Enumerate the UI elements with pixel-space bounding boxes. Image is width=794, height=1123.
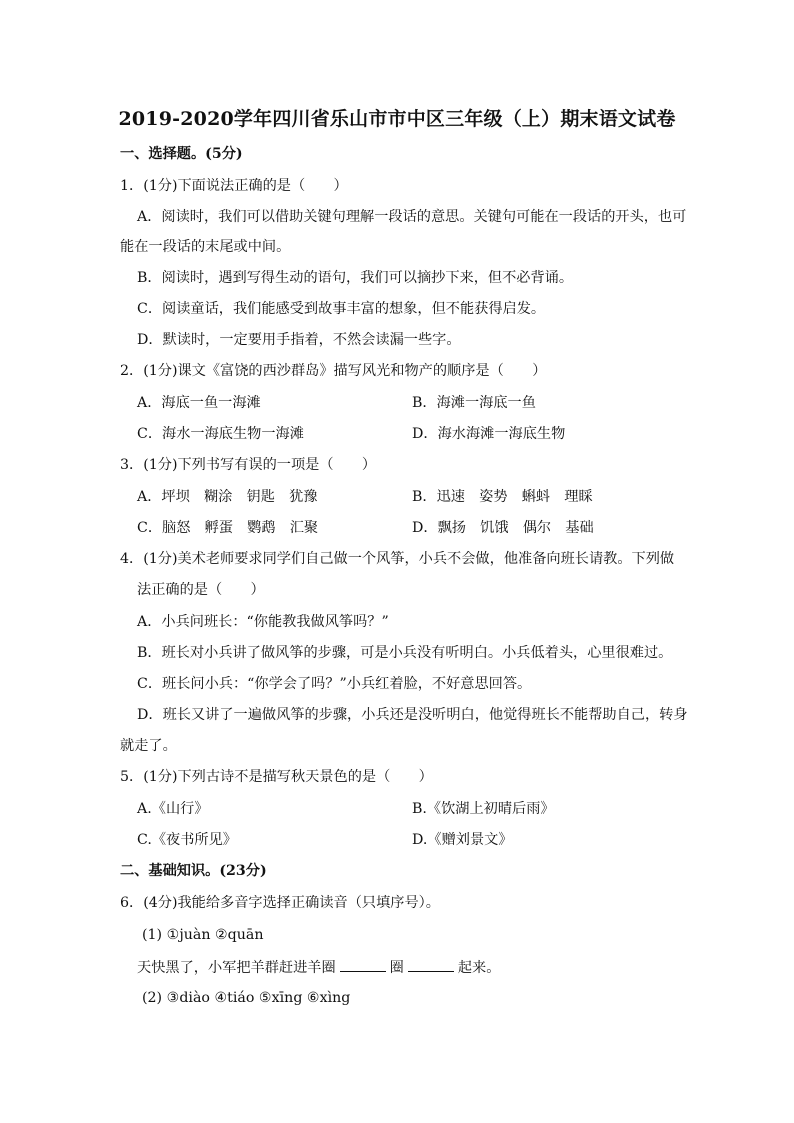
q1-stem: 1．(1分)下面说法正确的是（ ）: [120, 178, 348, 194]
q2-option-a: A．海底一鱼一海滩: [137, 395, 261, 411]
q5-option-b: B.《饮湖上初晴后雨》: [412, 801, 555, 817]
answer-blank-2[interactable]: [408, 958, 454, 972]
q1-option-b: B．阅读时，遇到写得生动的语句，我们可以摘抄下来，但不必背诵。: [137, 270, 574, 286]
q2-stem: 2．(1分)课文《富饶的西沙群岛》描写风光和物产的顺序是（ ）: [120, 363, 547, 379]
q4-option-d-line2: 就走了。: [120, 738, 177, 754]
section-heading-choice: 一、选择题。(5分): [120, 146, 243, 162]
q4-option-a: A．小兵问班长：“你能教我做风筝吗？”: [137, 614, 389, 630]
q6-part1-sentence-a: 天快黑了，小军把羊群赶进羊圈: [137, 960, 336, 976]
q3-option-a: A．坪坝 糊涂 钥匙 犹豫: [137, 489, 318, 505]
answer-blank-1[interactable]: [340, 958, 386, 972]
q2-option-b: B．海滩一海底一鱼: [412, 395, 536, 411]
q1-option-a-line1: A．阅读时，我们可以借助关键句理解一段话的意思。关键句可能在一段话的开头，也可: [137, 209, 687, 225]
q1-option-d: D．默读时，一定要用手指着，不然会读漏一些字。: [137, 332, 461, 348]
q3-stem: 3．(1分)下列书写有误的一项是（ ）: [120, 457, 377, 473]
q2-option-c: C．海水一海底生物一海滩: [137, 426, 304, 442]
q4-stem-line2: 法正确的是（ ）: [137, 582, 265, 598]
q3-option-d: D．飘扬 饥饿 偶尔 基础: [412, 520, 594, 536]
q3-option-b: B．迅速 姿势 蝌蚪 理睬: [412, 489, 593, 505]
q5-option-d: D.《赠刘景文》: [412, 832, 513, 848]
q3-option-c: C．脑怒 孵蛋 鹦鹉 汇聚: [137, 520, 319, 536]
q1-option-c: C．阅读童话，我们能感受到故事丰富的想象，但不能获得启发。: [137, 301, 546, 317]
section-heading-basics: 二、基础知识。(23分): [120, 863, 267, 879]
q6-part1-sentence-c: 起来。: [457, 960, 501, 976]
q4-option-c: C．班长问小兵：“你学会了吗？”小兵红着脸，不好意思回答。: [137, 676, 532, 692]
q4-option-d-line1: D．班长又讲了一遍做风筝的步骤，小兵还是没听明白，他觉得班长不能帮助自己，转身: [137, 707, 688, 723]
q1-option-a-line2: 能在一段话的末尾或中间。: [120, 239, 291, 255]
page-title: 2019-2020学年四川省乐山市市中区三年级（上）期末语文试卷: [118, 108, 676, 130]
q5-option-a: A.《山行》: [137, 801, 209, 817]
q4-stem-line1: 4．(1分)美术老师要求同学们自己做一个风筝，小兵不会做，他准备向班长请教。下列做: [120, 551, 675, 567]
q6-part2-options: (2) ③diào ④tiáo ⑤xīng ⑥xìng: [142, 990, 351, 1006]
q2-option-d: D．海水海滩一海底生物: [412, 426, 566, 442]
q6-part1-options: (1) ①juàn ②quān: [142, 927, 264, 943]
q6-stem: 6．(4分)我能给多音字选择正确读音（只填序号）。: [120, 895, 440, 911]
q5-stem: 5．(1分)下列古诗不是描写秋天景色的是（ ）: [120, 769, 433, 785]
q5-option-c: C.《夜书所见》: [137, 832, 237, 848]
q6-part1-sentence-b: 圈: [389, 960, 404, 976]
q6-part1-sentence: [137, 958, 500, 977]
q4-option-b: B．班长对小兵讲了做风筝的步骤，可是小兵没有听明白。小兵低着头，心里很难过。: [137, 645, 673, 661]
